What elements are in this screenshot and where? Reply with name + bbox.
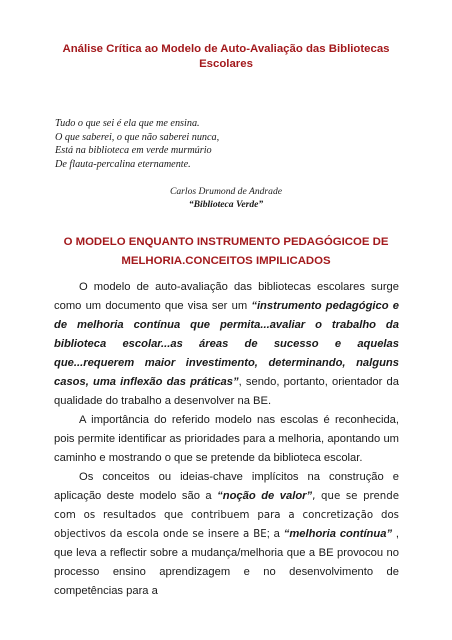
quoted-emphasis: “instrumento pedagógico e de melhoria contínua que permita...avaliar o trabalho da biblioteca escolar...as áreas de sucesso e aquelas que...requerem maior investimento, determinando, nalguns casos, uma inflexão das práticas” bbox=[54, 300, 400, 388]
poem-line: O que saberei, o que não saberei nunca, bbox=[55, 131, 220, 143]
document-title-line-1: Análise Crítica ao Modelo de Auto-Avaliação das Bibliotecas bbox=[62, 43, 390, 55]
section-title-line-2: MELHORIA.CONCEITOS IMPILICADOS bbox=[121, 255, 331, 267]
section-title-line-1: O MODELO ENQUANTO INSTRUMENTO PEDAGÓGICOE DE bbox=[63, 236, 389, 248]
body-text bbox=[54, 278, 399, 601]
quoted-emphasis: “melhoria contínua” bbox=[283, 528, 393, 540]
paragraph-text: Os conceitos ou ideias-chave implícitos na construção e aplicação deste modelo são a bbox=[54, 471, 399, 502]
epigraph-work-title: “Biblioteca Verde” bbox=[188, 198, 264, 210]
paragraph-3 bbox=[54, 468, 399, 601]
document-title bbox=[60, 42, 392, 72]
paragraph-text: ; a bbox=[266, 528, 284, 540]
poem-line: Está na biblioteca em verde murmúrio bbox=[55, 145, 212, 156]
paragraph-text: , que leva a reflectir sobre a mudança/melhoria que a BE provocou no processo ensino aprendizagem e no desenvolvimento de competências para a bbox=[54, 528, 400, 597]
paragraph-2: A importância do referido modelo nas escolas é reconhecida, pois permite identificar as prioridades para a melhoria, apontando um caminho e mostrando o que se pretende da biblioteca escolar. bbox=[54, 414, 399, 464]
epigraph-poem bbox=[55, 117, 375, 171]
quoted-emphasis: “noção de valor” bbox=[217, 490, 313, 502]
document-title-line-2: Escolares bbox=[199, 58, 253, 70]
poem-line: Tudo o que sei é ela que me ensina. bbox=[55, 118, 200, 129]
poem-line: De flauta-percalina eternamente. bbox=[55, 158, 191, 170]
section-title bbox=[40, 233, 412, 271]
paragraph-text-cursive: , que se prende com os resultados que contribuem para a concretização dos objectivos da escola onde se insere a BE bbox=[54, 491, 399, 540]
paragraph-text: O modelo de auto-avaliação das bibliotecas escolares surge como um documento que visa ser um bbox=[54, 281, 399, 312]
epigraph-author: Carlos Drumond de Andrade bbox=[169, 186, 283, 197]
epigraph-attribution bbox=[120, 186, 332, 211]
paragraph-1 bbox=[54, 278, 399, 411]
paragraph-text: , sendo, portanto, orientador da qualidade do trabalho a desenvolver na BE. bbox=[54, 376, 399, 407]
